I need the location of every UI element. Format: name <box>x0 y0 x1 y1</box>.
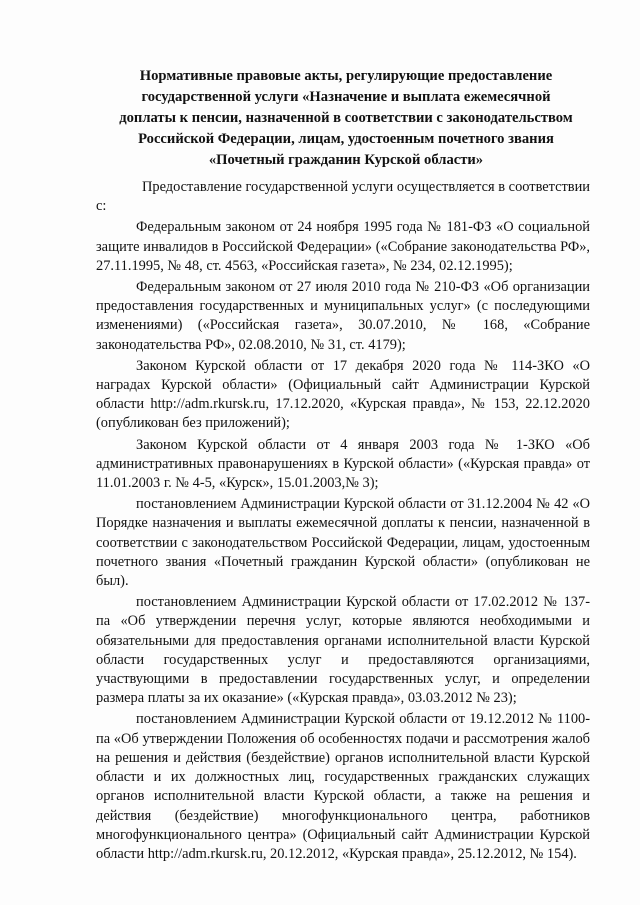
law-paragraph-federal-210: Федеральным законом от 27 июля 2010 года № 210-ФЗ «Об организации предоставления государственных и муниципальных услуг» (с последующими изменениями) («Российская газета», 30.07.2010, № 168, «Собрание законодательства РФ», 02.08.2010, № 31, ст. 4179); <box>96 279 590 353</box>
title-line: «Почетный гражданин Курской области» <box>208 152 484 168</box>
document-title <box>96 66 596 171</box>
title-line: Российской Федерации, лицам, удостоенным почетного звания <box>138 131 554 147</box>
law-paragraph-kursk-1: Законом Курской области от 4 января 2003 года № 1-ЗКО «Об административных правонарушениях в Курской области» («Курская правда» от 11.01.2003 г. № 4-5, «Курск», 15.01.2003,№ 3); <box>96 436 590 492</box>
law-paragraph-kursk-114: Законом Курской области от 17 декабря 2020 года № 114-ЗКО «О наградах Курской области» (Официальный сайт Администрации Курской области http://adm.rkursk.ru, 17.12.2020, «Курская правда», № 153, 22.12.2020 (опубликован без приложений); <box>96 357 590 432</box>
title-line: государственной услуги «Назначение и выплата ежемесячной <box>141 89 551 105</box>
law-paragraph-federal-181: Федеральным законом от 24 ноября 1995 года № 181-ФЗ «О социальной защите инвалидов в Российской Федерации» («Собрание законодательства РФ», 27.11.1995, № 48, ст. 4563, «Российская газета», № 234, 02.12.1995); <box>96 219 590 274</box>
resolution-paragraph-137: постановлением Администрации Курской области от 17.02.2012 № 137-па «Об утверждении перечня услуг, которые являются необходимыми и обязательными для предоставления органами исполнительной власти Курской области государственных услуг и предоставляются организациями, участвующими в предоставлении государственных услуг, и определении размера платы за их оказание» («Курская правда», 03.03.2012 № 23); <box>96 594 590 707</box>
title-line: доплаты к пенсии, назначенной в соответствии с законодательством <box>119 110 573 126</box>
document-body <box>96 178 590 866</box>
title-line: Нормативные правовые акты, регулирующие предоставление <box>139 68 553 84</box>
resolution-paragraph-42: постановлением Администрации Курской области от 31.12.2004 № 42 «О Порядке назначения и выплаты ежемесячной доплаты к пенсии, назначенной в соответствии с законодательством Российской Федерации, лицам, удостоенным почетного звания «Почетный гражданин Курской области» (опубликован не был). <box>96 496 590 590</box>
intro-paragraph: Предоставление государственной услуги осуществляется в соответствии с: <box>96 179 590 215</box>
resolution-paragraph-1100: постановлением Администрации Курской области от 19.12.2012 № 1100-па «Об утверждении Положения об особенностях подачи и рассмотрения жалоб на решения и действия (бездействие) органов исполнительной власти Курской области и их должностных лиц, государственных гражданских служащих органов исполнительной власти Курской области, а также на решения и действия (бездействие) многофункционального центра, работников многофункционального центра» (Официальный сайт Администрации Курской области http://adm.rkursk.ru, 20.12.2012, «Курская правда», 25.12.2012, № 154). <box>96 711 590 862</box>
